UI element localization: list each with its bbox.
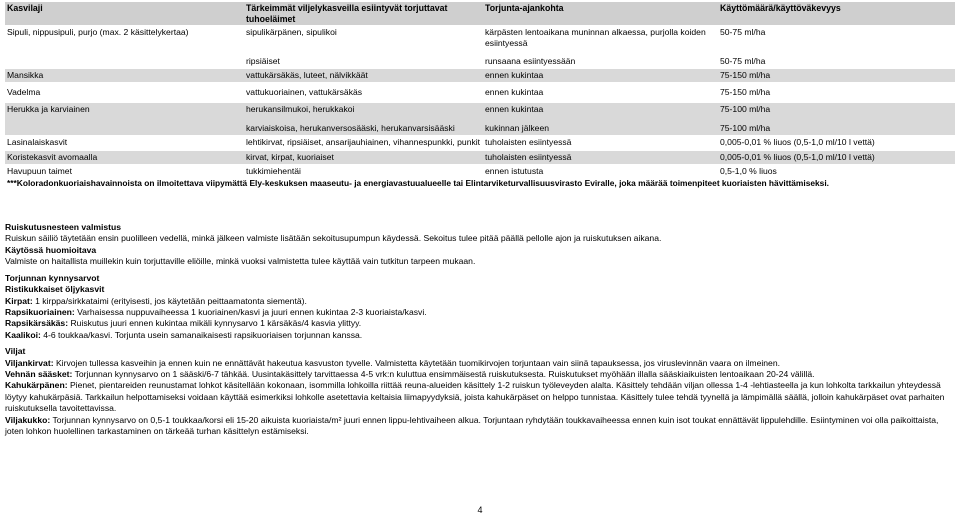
section-title-ruiskutusneste: Ruiskutusnesteen valmistus — [5, 222, 122, 232]
header-kayttomaara: Käyttömäärä/käyttöväkevyys — [718, 2, 955, 25]
cell-pest: lehtikirvat, ripsiäiset, ansarijauhiainen, vihannespunkki, punkit — [246, 137, 481, 147]
cell-crop-empty — [5, 123, 244, 134]
cereal-pest-line — [5, 358, 955, 369]
cereal-pest-term: Viljankirvat: — [5, 357, 54, 368]
cell-crop: Herukka ja karviainen — [7, 104, 90, 114]
cell-pest: ripsiäiset — [246, 56, 280, 66]
cell-crop-empty — [5, 56, 244, 67]
threshold-line — [5, 296, 955, 307]
cell-pest: sipulikärpänen, sipulikoi — [246, 27, 337, 37]
threshold-term: Rapsikuoriainen: — [5, 306, 75, 317]
cereal-pest-line — [5, 380, 955, 414]
cell-dose: 75-150 ml/ha — [720, 87, 771, 97]
cell-timing: kukinnan jälkeen — [485, 123, 550, 133]
cell-timing: ennen istutusta — [485, 166, 544, 176]
section-title-kynnysarvot: Torjunnan kynnysarvot — [5, 272, 100, 283]
cell-timing: runsaana esiintyessään — [485, 56, 576, 66]
threshold-text: 1 kirppa/sirkkataimi (erityisesti, jos käytetään peittaamatonta siementä). — [32, 295, 307, 306]
table-row — [5, 27, 955, 49]
cell-timing: tuholaisten esiintyessä — [485, 137, 572, 147]
cereal-pest-text: Kirvojen tullessa kasveihin ja ennen kuin ne ennättävät hakeutua kasvuston tyvelle. Valmistetta käytetään tuomikirvojen torjuntaan vain siinä tapauksessa, jos viruslevinnän vaara on ilmeinen. — [53, 357, 780, 368]
cell-crop: Lasinalaiskasvit — [7, 137, 68, 147]
section-title-kaytossa: Käytössä huomioitava — [5, 244, 97, 255]
table-row — [5, 166, 955, 177]
header-torjunta-ajankohta: Torjunta-ajankohta — [483, 2, 718, 25]
cell-crop: Mansikka — [7, 70, 44, 80]
cell-dose: 0,5-1,0 % liuos — [720, 166, 777, 176]
header-tuhoelaimet: Tärkeimmät viljelykasveilla esiintyvät torjuttavat tuhoeläimet — [244, 2, 483, 25]
threshold-text: 4-6 toukkaa/kasvi. Torjunta usein samanaikaisesti rapsikuoriaisen torjunnan kanssa. — [40, 329, 363, 340]
header-kasvilaji: Kasvilaji — [5, 2, 244, 25]
cell-crop: Koristekasvit avomaalla — [7, 152, 98, 162]
cell-crop: Sipuli, nippusipuli, purjo (max. 2 käsittelykertaa) — [7, 27, 189, 37]
cell-timing: ennen kukintaa — [485, 70, 544, 80]
table-row — [5, 69, 955, 82]
table-row — [5, 56, 955, 67]
table-row — [5, 123, 955, 134]
table-header-row — [5, 2, 955, 25]
instructions-text — [5, 222, 955, 437]
threshold-line — [5, 307, 955, 318]
cell-dose: 75-150 ml/ha — [720, 70, 771, 80]
table-row — [5, 104, 955, 115]
cell-pest: vattukärsäkäs, luteet, nälvikkäät — [246, 70, 368, 80]
cell-timing: ennen kukintaa — [485, 87, 544, 97]
cell-pest: tukkimiehentäi — [246, 166, 301, 176]
threshold-line — [5, 330, 955, 341]
cell-timing: kärpästen lentoaikana muninnan alkaessa, purjolla koiden esiintyessä — [485, 27, 706, 48]
cereal-pest-text: Torjunnan kynnysarvo on 0,5-1 toukkaa/korsi eli 15-20 aikuista kuoriaista/m² juuri ennen lippu-lehtivaiheen alkua. Torjuntaan ryhdytään toukkavaiheessa ennen kuin isot toukat ennättävät lippulehdille. Esiintyminen voi olla paikoittaista, joten lohkon huolellinen tarkastaminen on tärkeää turhan käsittelyn estämiseksi. — [5, 414, 939, 436]
cell-dose: 75-100 ml/ha — [720, 104, 771, 114]
cereal-pest-term: Kahukärpänen: — [5, 380, 68, 391]
pesticide-table-page — [5, 2, 955, 189]
cereal-pest-line — [5, 369, 955, 380]
table-row-group — [5, 103, 955, 135]
cell-crop: Havupuun taimet — [7, 166, 72, 176]
table-row — [5, 87, 955, 98]
cereal-pest-line — [5, 415, 955, 438]
cereal-pest-term: Vehnän sääsket: — [5, 369, 73, 380]
section-text-ruiskutusneste: Ruiskun säiliö täytetään ensin puolilleen vedellä, minkä jälkeen valmiste lisätään sekoitusupumpun käydessä. Sekoitus tulee pitää päällä pellolle ajon ja ruiskutuksen aikana. — [5, 233, 662, 244]
cell-dose: 0,005-0,01 % liuos (0,5-1,0 ml/10 l vettä) — [720, 152, 875, 162]
cell-pest: kirvat, kirpat, kuoriaiset — [246, 152, 334, 162]
cell-pest: vattukuoriainen, vattukärsäkäs — [246, 87, 363, 97]
section-text-kaytossa: Valmiste on haitallista muillekin kuin torjuttaville eliöille, minkä vuoksi valmistetta tulee käyttää vain tutkitun tarpeen mukaan. — [5, 256, 476, 267]
cell-pest: karviaiskoisa, herukanversosääski, herukanvarsisääski — [246, 123, 455, 133]
cereal-pest-term: Viljakukko: — [5, 414, 51, 425]
threshold-text: Varhaisessa nuppuvaiheessa 1 kuoriainen/kasvi ja juuri ennen kukintaa 2-3 kuoriaista/kasvi. — [74, 306, 427, 317]
section-title-viljat: Viljat — [5, 346, 26, 357]
threshold-term: Kirpat: — [5, 295, 33, 306]
cereal-pest-text: Pienet, pientareiden reunustamat lohkot käsitellään kokonaan, isommilla lohkoilla riittää reuna-alueiden käsittely 1-2 ruiskun työleveyden alalta. Käsittely tehdään viljan ollessa 1-4 -lehtiasteella ja kun lohkolta tarkkailun yhteydessä löytyy kahukärpäsiä. Tarkkailun helpottamiseksi voidaan käyttää esimerkiksi lohkolle asetettavia keltaisia liimapyydyksiä, joista kahukärpäset on helppo tunnistaa. Käsittely tulee tehdä tyynellä ja lämpimällä säällä, jolloin kahukärpäset ovat parhaiten ruiskutuksella tavoitettavissa. — [5, 380, 945, 414]
cell-pest: herukansilmukoi, herukkakoi — [246, 104, 355, 114]
threshold-term: Kaalikoi: — [5, 329, 41, 340]
table-footnote: ***Koloradonkuoriaishavainnoista on ilmoitettava viipymättä Ely-keskuksen maaseutu- ja energiavastuualueelle tai Elintarviketurvallisuusvirasto Eviralle, joka määrää toimenpiteet kuoriaisten hävittämiseksi. — [7, 178, 829, 188]
threshold-text: Ruiskutus juuri ennen kukintaa mikäli kynnysarvo 1 kärsäkäs/4 kasvia ylittyy. — [68, 318, 362, 329]
cereal-pest-text: Torjunnan kynnysarvo on 1 sääski/6-7 tähkää. Uusintakäsittely tarvittaessa 4-5 vrk:n kuluttua ensimmäisestä ruiskutuksesta. Ruiskutukset myöhään illalla sääskiaikuisten lentoaikaan 20-24 välillä. — [72, 369, 815, 380]
cell-crop: Vadelma — [7, 87, 41, 97]
cell-dose: 0,005-0,01 % liuos (0,5-1,0 ml/10 l vettä) — [720, 137, 875, 147]
cell-dose: 75-100 ml/ha — [720, 123, 771, 133]
cell-timing: ennen kukintaa — [485, 104, 544, 114]
table-row — [5, 137, 955, 149]
threshold-line — [5, 318, 955, 329]
section-subtitle-oljykasvit: Ristikukkaiset öljykasvit — [5, 284, 105, 295]
cell-timing: tuholaisten esiintyessä — [485, 152, 572, 162]
table-row — [5, 151, 955, 164]
cell-dose: 50-75 ml/ha — [720, 56, 766, 66]
cell-dose: 50-75 ml/ha — [720, 27, 766, 37]
page-number: 4 — [477, 505, 483, 515]
threshold-term: Rapsikärsäkäs: — [5, 318, 69, 329]
